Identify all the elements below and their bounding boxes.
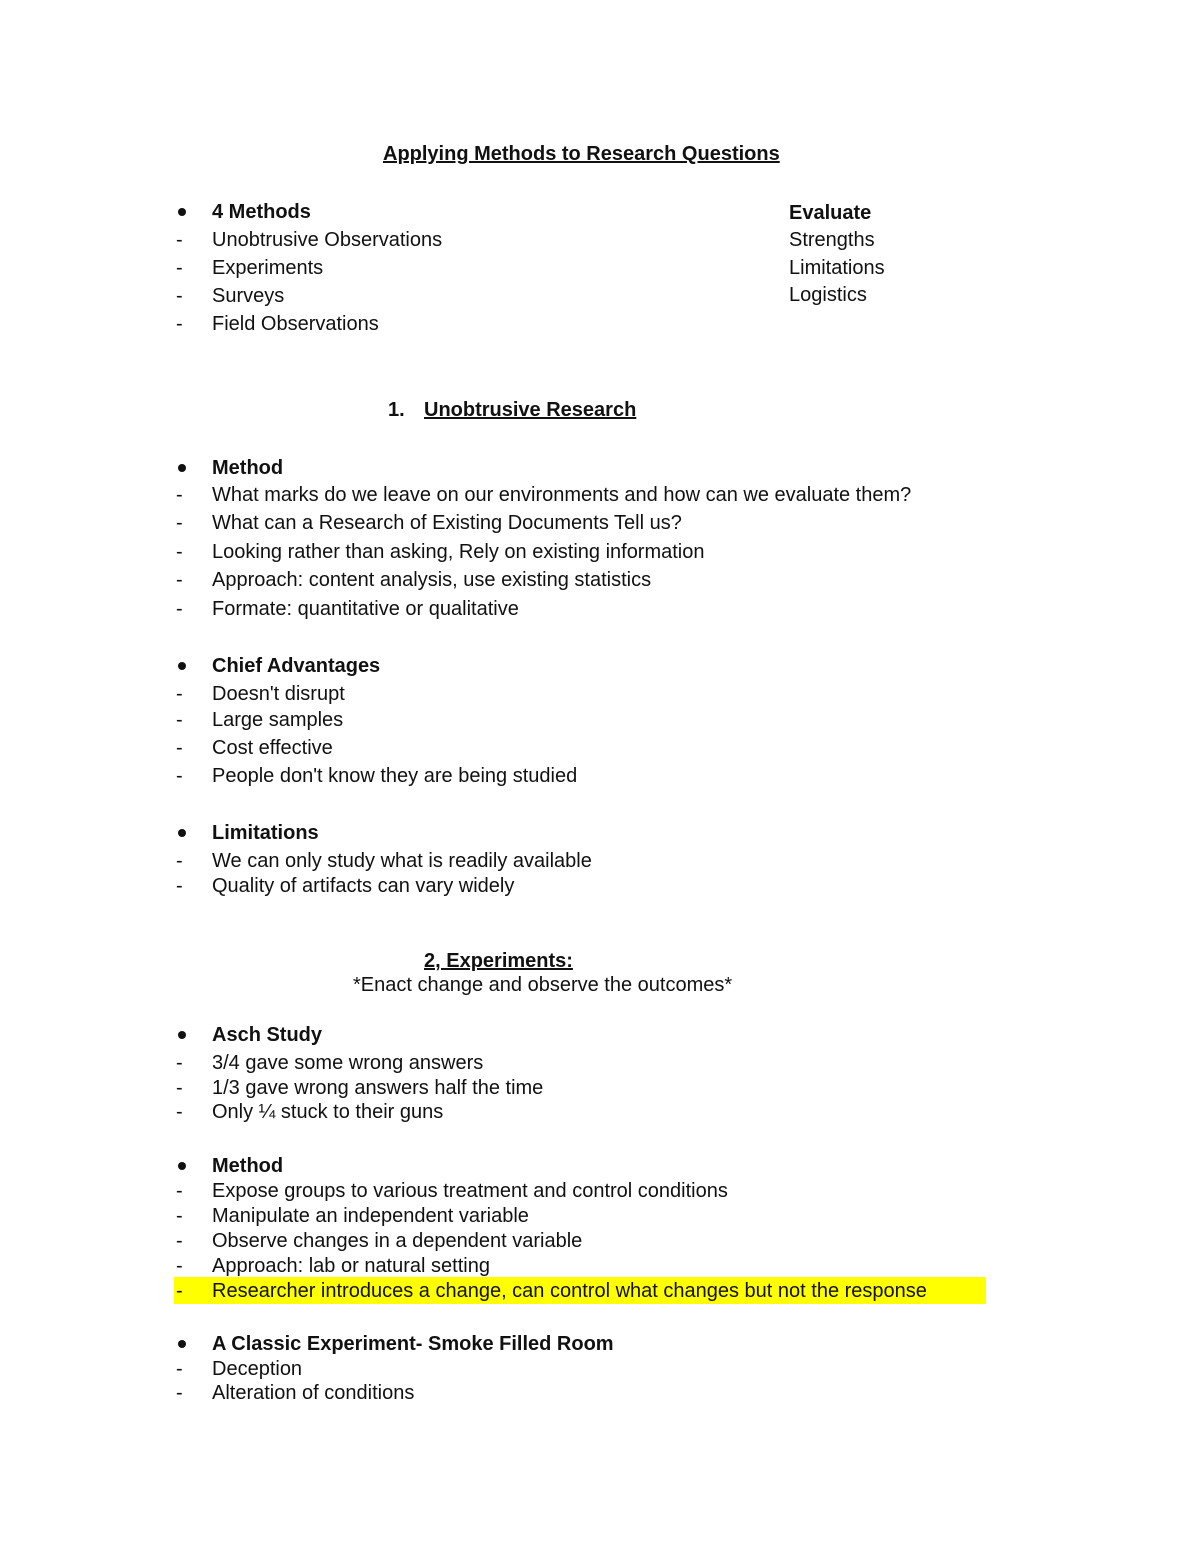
- list-item-text: 1/3 gave wrong answers half the time: [212, 1077, 544, 1099]
- list-item-text: Experiments: [212, 257, 324, 279]
- evaluate-item: Limitations: [789, 257, 885, 279]
- list-item-text: Field Observations: [212, 313, 379, 335]
- list-item-text: Unobtrusive Observations: [212, 229, 443, 251]
- section-subtitle: *Enact change and observe the outcomes*: [353, 974, 733, 996]
- list-item-text: Deception: [212, 1358, 303, 1380]
- evaluate-item: Logistics: [789, 284, 867, 306]
- dash-icon: -: [176, 850, 183, 872]
- dash-icon: -: [176, 1052, 183, 1074]
- dash-icon: -: [176, 285, 183, 307]
- dash-icon: -: [176, 1077, 183, 1099]
- bullet-heading: Chief Advantages: [212, 655, 381, 677]
- dash-icon: -: [176, 737, 183, 759]
- dash-icon: -: [176, 765, 183, 787]
- dash-icon: -: [176, 683, 183, 705]
- list-item-text: Manipulate an independent variable: [212, 1205, 529, 1227]
- list-item-text: Only ¼ stuck to their guns: [212, 1101, 444, 1123]
- bullet-heading: Method: [212, 457, 284, 479]
- list-item-text: What can a Research of Existing Documents Tell us?: [212, 512, 682, 534]
- list-item-text: Looking rather than asking, Rely on existing information: [212, 541, 705, 563]
- bullet-heading: 4 Methods: [212, 201, 311, 223]
- dash-icon: -: [176, 257, 183, 279]
- dash-icon: -: [176, 1358, 183, 1380]
- dash-icon: -: [176, 1180, 183, 1202]
- list-item-text: Cost effective: [212, 737, 333, 759]
- bullet-icon: [178, 464, 186, 472]
- dash-icon: -: [176, 598, 183, 620]
- bullet-icon: [178, 208, 186, 216]
- bullet-heading: Method: [212, 1155, 284, 1177]
- list-item-text: Surveys: [212, 285, 285, 307]
- dash-icon: -: [176, 1382, 183, 1404]
- list-item-text: 3/4 gave some wrong answers: [212, 1052, 484, 1074]
- dash-icon: -: [176, 512, 183, 534]
- section-number: 1.: [388, 399, 405, 421]
- list-item-text: Quality of artifacts can vary widely: [212, 875, 515, 897]
- bullet-icon: [178, 662, 186, 670]
- document-title: Applying Methods to Research Questions: [383, 143, 780, 165]
- list-item-text: Large samples: [212, 709, 344, 731]
- list-item-text: Alteration of conditions: [212, 1382, 415, 1404]
- bullet-icon: [178, 1340, 186, 1348]
- section-title: Unobtrusive Research: [424, 399, 637, 421]
- list-item-text: People don't know they are being studied: [212, 765, 578, 787]
- list-item-text: Doesn't disrupt: [212, 683, 345, 705]
- evaluate-item: Strengths: [789, 229, 875, 251]
- list-item-text: Approach: lab or natural setting: [212, 1255, 490, 1277]
- dash-icon: -: [176, 1255, 183, 1277]
- bullet-icon: [178, 1031, 186, 1039]
- dash-icon: -: [176, 229, 183, 251]
- dash-icon: -: [176, 569, 183, 591]
- dash-icon: -: [176, 313, 183, 335]
- evaluate-heading: Evaluate: [789, 202, 872, 224]
- section-title: 2, Experiments:: [424, 950, 573, 972]
- list-item-text: Researcher introduces a change, can control what changes but not the response: [212, 1280, 927, 1302]
- dash-icon: -: [176, 1280, 183, 1302]
- dash-icon: -: [176, 484, 183, 506]
- list-item-text: Approach: content analysis, use existing statistics: [212, 569, 652, 591]
- list-item-text: What marks do we leave on our environments and how can we evaluate them?: [212, 484, 912, 506]
- dash-icon: -: [176, 1101, 183, 1123]
- dash-icon: -: [176, 541, 183, 563]
- list-item-text: We can only study what is readily available: [212, 850, 592, 872]
- bullet-heading: Asch Study: [212, 1024, 323, 1046]
- bullet-heading: Limitations: [212, 822, 319, 844]
- bullet-icon: [178, 1162, 186, 1170]
- dash-icon: -: [176, 1230, 183, 1252]
- dash-icon: -: [176, 1205, 183, 1227]
- bullet-icon: [178, 829, 186, 837]
- list-item-text: Expose groups to various treatment and control conditions: [212, 1180, 728, 1202]
- list-item-text: Observe changes in a dependent variable: [212, 1230, 583, 1252]
- dash-icon: -: [176, 875, 183, 897]
- bullet-heading: A Classic Experiment- Smoke Filled Room: [212, 1333, 614, 1355]
- dash-icon: -: [176, 709, 183, 731]
- list-item-text: Formate: quantitative or qualitative: [212, 598, 519, 620]
